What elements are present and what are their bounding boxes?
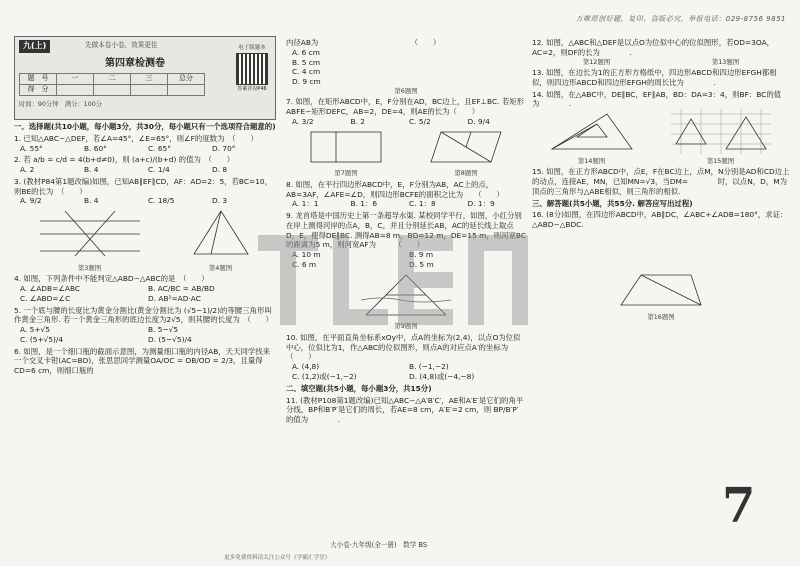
answer-option: C. (1,2)或(−1,−2): [292, 371, 357, 381]
answer-option: D. 9 cm: [292, 77, 321, 87]
question-text: 15. 如图，在正方形ABCD中，点E，F在BC边上，点M，N分别是AD和CD边上的动点，连接AE，MN，已知MN=√3，当DM= 时，以点N，D，M为顶点的三角形与△ABE相似，则三角形的相似.: [532, 167, 790, 196]
answer-option: D. 5 m: [409, 259, 434, 269]
slogan: 先做本卷小卷，效果更佳: [85, 41, 158, 49]
answer-options: [20, 325, 276, 345]
answer-options: [292, 362, 526, 382]
question-text: 4. 如图，下列条件中不能判定△ABD∽△ABC的是 （ ）: [14, 274, 209, 284]
figure-caption: 第14题图: [577, 156, 606, 165]
question-text: 1. 已知△ABC∽△DEF，若∠A=45°，∠E=65°，则∠F的度数为 （ ）: [14, 133, 258, 143]
answer-option: B. 4: [84, 165, 99, 175]
question-text: 10. 如图，在平面直角坐标系xOy中，点A的坐标为(2,4)，以点O为位似中心，位似比为1，作△ABC的位似图形，则点A的对应点A′的坐标为 （ ）: [286, 332, 612, 362]
time-score: 时间：90分钟 满分：100分: [19, 101, 103, 108]
answer-option: A. 9/2: [20, 196, 42, 206]
figure-caption: 第15题图: [706, 156, 735, 165]
figure-block: [286, 270, 526, 331]
qr-code[interactable]: [233, 45, 271, 91]
figure-caption: 第4题图: [208, 263, 233, 272]
figure-caption: 第9题图: [394, 322, 418, 331]
page-number: 7: [722, 478, 756, 534]
figure-q16: [616, 270, 706, 310]
exam-title: 第四章检测卷: [105, 58, 165, 69]
answer-option: D. 70°: [212, 143, 236, 153]
answer-option: A. 6 cm: [292, 47, 320, 57]
score-cell: 二: [94, 74, 131, 85]
answer-option: D. 3: [212, 196, 228, 206]
figure-block: [35, 206, 145, 272]
answer-options: [20, 165, 276, 175]
figure-caption: 第6题图: [394, 86, 418, 95]
answer-option: B. 60°: [84, 143, 107, 153]
figure-q8: [426, 127, 506, 167]
column-3-body: [532, 38, 790, 321]
answer-option: C. (5+√5)/4: [20, 334, 64, 344]
answer-options: [20, 144, 276, 154]
answer-option: A. 2: [20, 165, 35, 175]
unit-badge: 九(上): [19, 40, 50, 53]
figure-caption: 第16题图: [647, 312, 675, 321]
figure-q9: [356, 270, 456, 320]
figure-row: [532, 109, 790, 165]
answer-option: A. 3/2: [292, 116, 314, 126]
footer-text: 大小卷·九年级(全一册) 数学 BS: [330, 541, 428, 549]
answer-option: A. 1：1: [292, 199, 319, 209]
figure-block: [186, 206, 256, 272]
qr-code-icon: [236, 53, 268, 85]
answer-option: D. (5−√5)/4: [148, 334, 192, 344]
answer-option: A. 55°: [20, 143, 43, 153]
figure-q3: [35, 206, 145, 261]
question-text: 14. 如图，在△ABC中，DE∥BC，EF∥AB，BD：DA=3：4，则BF：BC的值为 .: [532, 89, 782, 109]
question-text: 3. (教材P84第1题改编)如图，已知AB∥EF∥CD，AF：AD=2：5，若BC=10，则BE的长为 （ ）: [14, 176, 273, 196]
score-table: [19, 73, 205, 96]
answer-option: C. ∠ABD=∠C: [20, 293, 71, 303]
score-cell: 总分: [168, 74, 205, 85]
answer-option: C. 4 cm: [292, 67, 321, 77]
answer-option: B. 2: [350, 116, 365, 126]
figure-block: [583, 58, 610, 66]
answer-option: D. 9/4: [467, 116, 490, 126]
answer-option: B. (−1,−2): [409, 362, 449, 372]
answer-options: [292, 250, 526, 270]
score-cell: [94, 85, 131, 96]
figure-caption: 第13题图: [711, 57, 740, 66]
section-heading: 三、解答题(共5小题，共55分. 解答应写出过程): [532, 198, 693, 208]
question-text: 13. 如图，在边长为1的正方形方格纸中，四边形ABCD和四边形EFGH都相似，则四边形ABCD和四边形EFGH的周长比为 .: [532, 67, 777, 87]
figure-q13: [666, 109, 776, 154]
answer-option: A. 10 m: [292, 250, 321, 260]
qr-label: 电子版题本: [238, 45, 266, 51]
figure-block: [712, 58, 739, 66]
answer-option: C. 6 m: [292, 259, 317, 269]
answer-option: B. 4: [84, 196, 99, 206]
answer-option: A. 5+√5: [20, 325, 50, 335]
figure-caption: 第7题图: [334, 169, 358, 178]
answer-option: D. AB²=AD·AC: [148, 293, 201, 303]
figure-block: [666, 109, 776, 165]
footer-note: 更多免费资料请关注公众号《学霸汇学堂》: [224, 555, 331, 561]
answer-option: B. AC/BC = AB/BD: [148, 284, 215, 294]
section-heading: 一、选择题(共10小题，每小题3分，共30分，每小题只有一个选项符合题意的): [14, 122, 276, 131]
score-cell: [57, 85, 94, 96]
answer-option: D. (4,8)或(−4,−8): [409, 371, 475, 381]
copyright-header: 万唯原创好题，复印、盗版必究，举报电话：029-8756 9851: [575, 15, 786, 23]
figure-q4: [186, 206, 256, 261]
question-text: 内径AB为 （ ）: [286, 38, 441, 47]
answer-option: B. 5−√5: [148, 325, 179, 335]
answer-options: [292, 117, 526, 127]
figure-block: [547, 109, 637, 165]
figure-block: [532, 270, 790, 321]
exam-header: [14, 36, 276, 120]
question-text: 8. 如图，在平行四边形ABCD中，E，F分别为AB，AC上的点，AB=3AF，∠AFE=∠D，则四边形BCFE的面积之比为 （ ）: [286, 179, 504, 199]
answer-option: C. 5/2: [409, 116, 431, 126]
answer-option: D. 1：9: [467, 199, 495, 209]
question-text: 2. 若 a/b = c/d = 4(b+d≠0)，则 (a+c)/(b+d) 的值为 （ ）: [14, 155, 235, 165]
answer-hint: 答案详见P46: [237, 86, 267, 93]
score-cell: 三: [131, 74, 168, 85]
answer-option: C. 1：8: [409, 199, 436, 209]
section-heading: 二、填空题(共5小题，每小题3分，共15分): [286, 383, 432, 393]
figure-row: [286, 127, 526, 178]
question-text: 12. 如图，△ABC和△DEF是以点O为位似中心的位似图形，若OD=3OA，AC=2，则DF的长为 .: [532, 38, 775, 57]
figure-block: [306, 127, 386, 178]
answer-options: [292, 48, 526, 87]
answer-option: C. 65°: [148, 143, 171, 153]
figure-q7: [306, 127, 386, 167]
answer-options: [20, 196, 276, 206]
score-cell: [131, 85, 168, 96]
score-cell: 题 号: [20, 74, 57, 85]
answer-option: C. 18/5: [148, 196, 175, 206]
question-text: 7. 如图，在矩形ABCD中，E，F分别在AD，BC边上，且EF⊥BC. 若矩形ABFE∽矩形DEFC，AB=2，DE=4，则AE的长为（ ）: [286, 97, 524, 117]
answer-option: B. 1：6: [350, 199, 378, 209]
figure-caption: 第8题图: [454, 169, 478, 178]
score-cell: [168, 85, 205, 96]
figure-caption: 第3题图: [77, 263, 102, 272]
figure-caption: 第12题图: [582, 57, 611, 66]
figure-block: [426, 127, 506, 178]
answer-option: B. 9 m: [409, 250, 434, 260]
column-3: [532, 36, 790, 321]
answer-option: C. 1/4: [148, 165, 170, 175]
figure-q12: [547, 109, 637, 154]
figure-row: [532, 58, 790, 66]
figure-row: [14, 206, 276, 272]
score-cell: 一: [57, 74, 94, 85]
answer-option: A. ∠ADB=∠ABC: [20, 284, 81, 294]
question-text: 6. 如图，是一个细口瓶的截面示意图，为测量细口瓶的内径AB，天天同学找来一个交叉卡钳(AC=BD)，张思思同学测量OA/OC = OB/OD = 2/3，且量得CD=6 cm，则细口瓶的: [14, 346, 271, 376]
column-1-body: [14, 122, 276, 376]
question-text: 16. (8分)如图，在四边形ABCD中，AB∥DC，∠ABC+∠ADB=180°，求证：△ABD∽△BDC.: [532, 210, 788, 230]
question-text: 5. 一个底与腰的长度比为黄金分割比(黄金分割比为 (√5−1)/2)的等腰三角形叫作黄金三角形. 若一个黄金三角形的底边长度为2√5，则其腰的长度为 （ ）: [14, 305, 274, 325]
question-text: 11. (教材P108第1题改编)已知△ABC∽△A′B′C′，AE和A′E′是它们的角平分线，BP和B′P′是它们的周长，若AE=8 cm，A′E′=2 cm，则 BP/B′P′ 的值为 .: [286, 395, 524, 425]
score-cell: 得 分: [20, 85, 57, 96]
answer-options: [292, 199, 526, 209]
answer-option: D. 8: [212, 165, 228, 175]
answer-option: A. (4,8): [292, 362, 320, 372]
question-text: 9. 龙首塔是中国历史上第一条超导水渠. 某校同学平行，如图，小红分别在岸上测得河岸的点A，B，C，并且分别延长AB，AC的延长线上取点D，E，使得DE∥BC. 测得AB=8 m，BD=12 m，DE=15 m，则河宽BC的距离为5 m，则河宽AF为 （ ）: [286, 211, 526, 250]
column-1: [14, 36, 276, 376]
answer-options: [20, 284, 276, 304]
answer-option: B. 5 cm: [292, 57, 321, 67]
